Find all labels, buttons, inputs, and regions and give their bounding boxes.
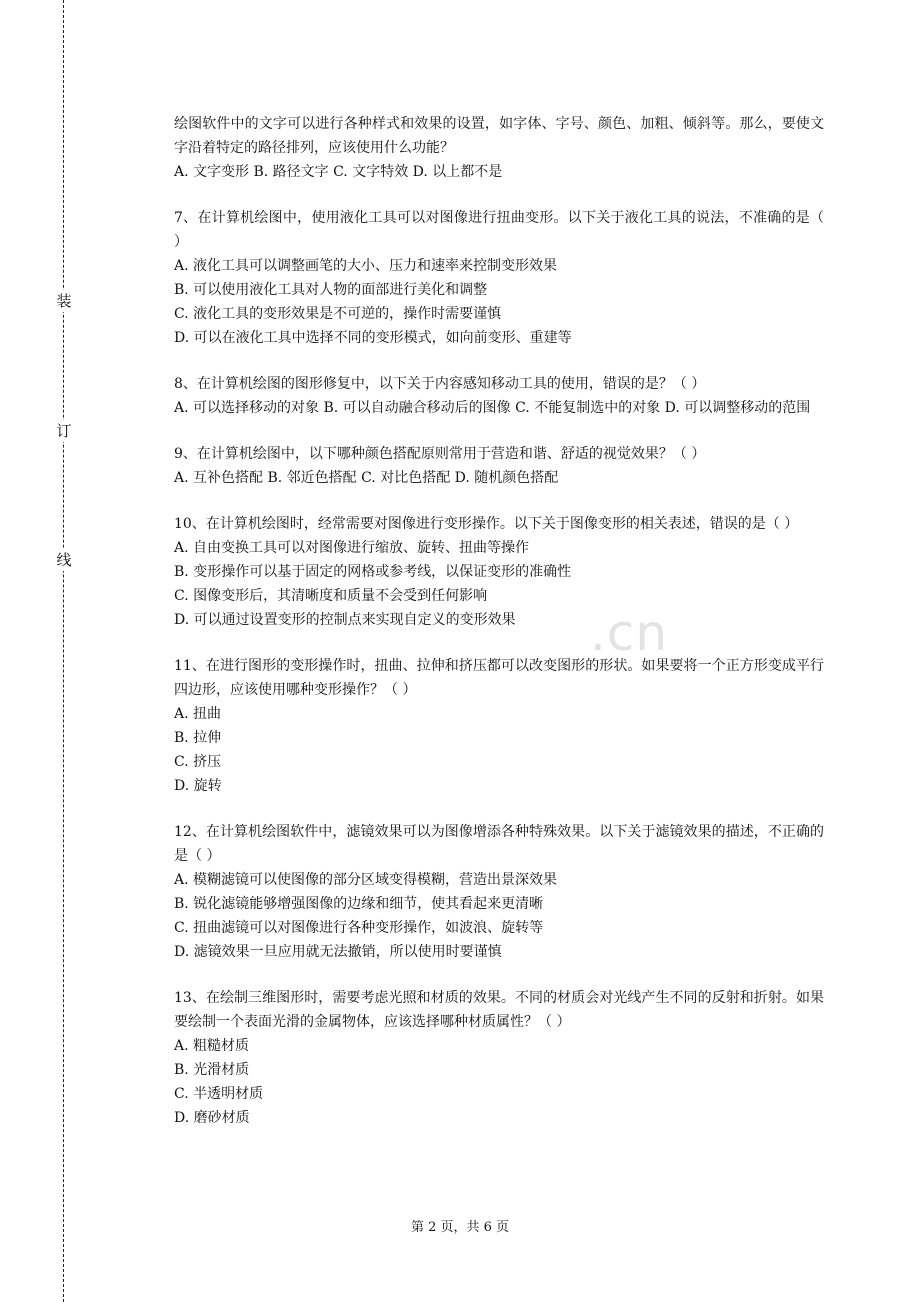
- question-options-inline: A. 可以选择移动的对象 B. 可以自动融合移动后的图像 C. 不能复制选中的对象 D. 可以调整移动的范围: [174, 400, 811, 416]
- option-c: C. 挤压: [174, 754, 222, 770]
- question-6: [174, 112, 824, 184]
- option-b: B. 拉伸: [174, 730, 222, 746]
- binding-char-zhuang: 装: [56, 292, 72, 310]
- question-stem: 13、在绘制三维图形时，需要考虑光照和材质的效果。不同的材质会对光线产生不同的反射和折射。如果要绘制一个表面光滑的金属物体，应该选择哪种材质属性？（ ）: [174, 990, 824, 1030]
- option-b: B. 锐化滤镜能够增强图像的边缘和细节，使其看起来更清晰: [174, 896, 544, 912]
- option-d: D. 可以通过设置变形的控制点来实现自定义的变形效果: [174, 612, 516, 628]
- question-stem: 10、在计算机绘图时，经常需要对图像进行变形操作。以下关于图像变形的相关表述，错误的是（ ）: [174, 516, 799, 532]
- option-d: D. 滤镜效果一旦应用就无法撤销，所以使用时要谨慎: [174, 944, 502, 960]
- page-footer: 第 2 页，共 6 页: [410, 1220, 510, 1235]
- question-stem: 12、在计算机绘图软件中，滤镜效果可以为图像增添各种特殊效果。以下关于滤镜效果的描述，不正确的是（ ）: [174, 824, 824, 864]
- binding-dashed-line: [63, 0, 64, 1302]
- question-list: [174, 112, 824, 1152]
- option-b: B. 光滑材质: [174, 1062, 250, 1078]
- option-a: A. 自由变换工具可以对图像进行缩放、旋转、扭曲等操作: [174, 540, 530, 556]
- option-a: A. 模糊滤镜可以使图像的部分区域变得模糊，营造出景深效果: [174, 872, 558, 888]
- option-b: B. 变形操作可以基于固定的网格或参考线，以保证变形的准确性: [174, 564, 572, 580]
- watermark: .cn: [590, 604, 669, 662]
- option-a: A. 粗糙材质: [174, 1038, 250, 1054]
- binding-char-xian: 线: [56, 551, 72, 569]
- question-9: [174, 442, 824, 490]
- question-8: [174, 372, 824, 420]
- binding-char-ding: 订: [56, 422, 72, 440]
- option-c: C. 扭曲滤镜可以对图像进行各种变形操作，如波浪、旋转等: [174, 920, 544, 936]
- option-d: D. 可以在液化工具中选择不同的变形模式，如向前变形、重建等: [174, 330, 572, 346]
- option-c: C. 半透明材质: [174, 1086, 264, 1102]
- question-10: [174, 512, 824, 632]
- option-d: D. 旋转: [174, 778, 222, 794]
- question-options-inline: A. 文字变形 B. 路径文字 C. 文字特效 D. 以上都不是: [174, 164, 503, 180]
- question-13: [174, 986, 824, 1130]
- question-7: [174, 206, 824, 350]
- option-a: A. 液化工具可以调整画笔的大小、压力和速率来控制变形效果: [174, 258, 558, 274]
- question-12: [174, 820, 824, 964]
- question-stem: 7、在计算机绘图中，使用液化工具可以对图像进行扭曲变形。以下关于液化工具的说法，不准确的是（ ）: [174, 210, 824, 250]
- question-stem: 绘图软件中的文字可以进行各种样式和效果的设置，如字体、字号、颜色、加粗、倾斜等。那么，要使文字沿着特定的路径排列，应该使用什么功能？: [174, 116, 824, 156]
- option-b: B. 可以使用液化工具对人物的面部进行美化和调整: [174, 282, 488, 298]
- option-c: C. 液化工具的变形效果是不可逆的，操作时需要谨慎: [174, 306, 502, 322]
- question-stem: 9、在计算机绘图中，以下哪种颜色搭配原则常用于营造和谐、舒适的视觉效果？（ ）: [174, 446, 706, 462]
- option-c: C. 图像变形后，其清晰度和质量不会受到任何影响: [174, 588, 488, 604]
- question-options-inline: A. 互补色搭配 B. 邻近色搭配 C. 对比色搭配 D. 随机颜色搭配: [174, 470, 559, 486]
- question-11: [174, 654, 824, 798]
- option-d: D. 磨砂材质: [174, 1110, 250, 1126]
- question-stem: 11、在进行图形的变形操作时，扭曲、拉伸和挤压都可以改变图形的形状。如果要将一个正方形变成平行四边形，应该使用哪种变形操作？（ ）: [174, 658, 824, 698]
- question-stem: 8、在计算机绘图的图形修复中，以下关于内容感知移动工具的使用，错误的是？（ ）: [174, 376, 706, 392]
- option-a: A. 扭曲: [174, 706, 222, 722]
